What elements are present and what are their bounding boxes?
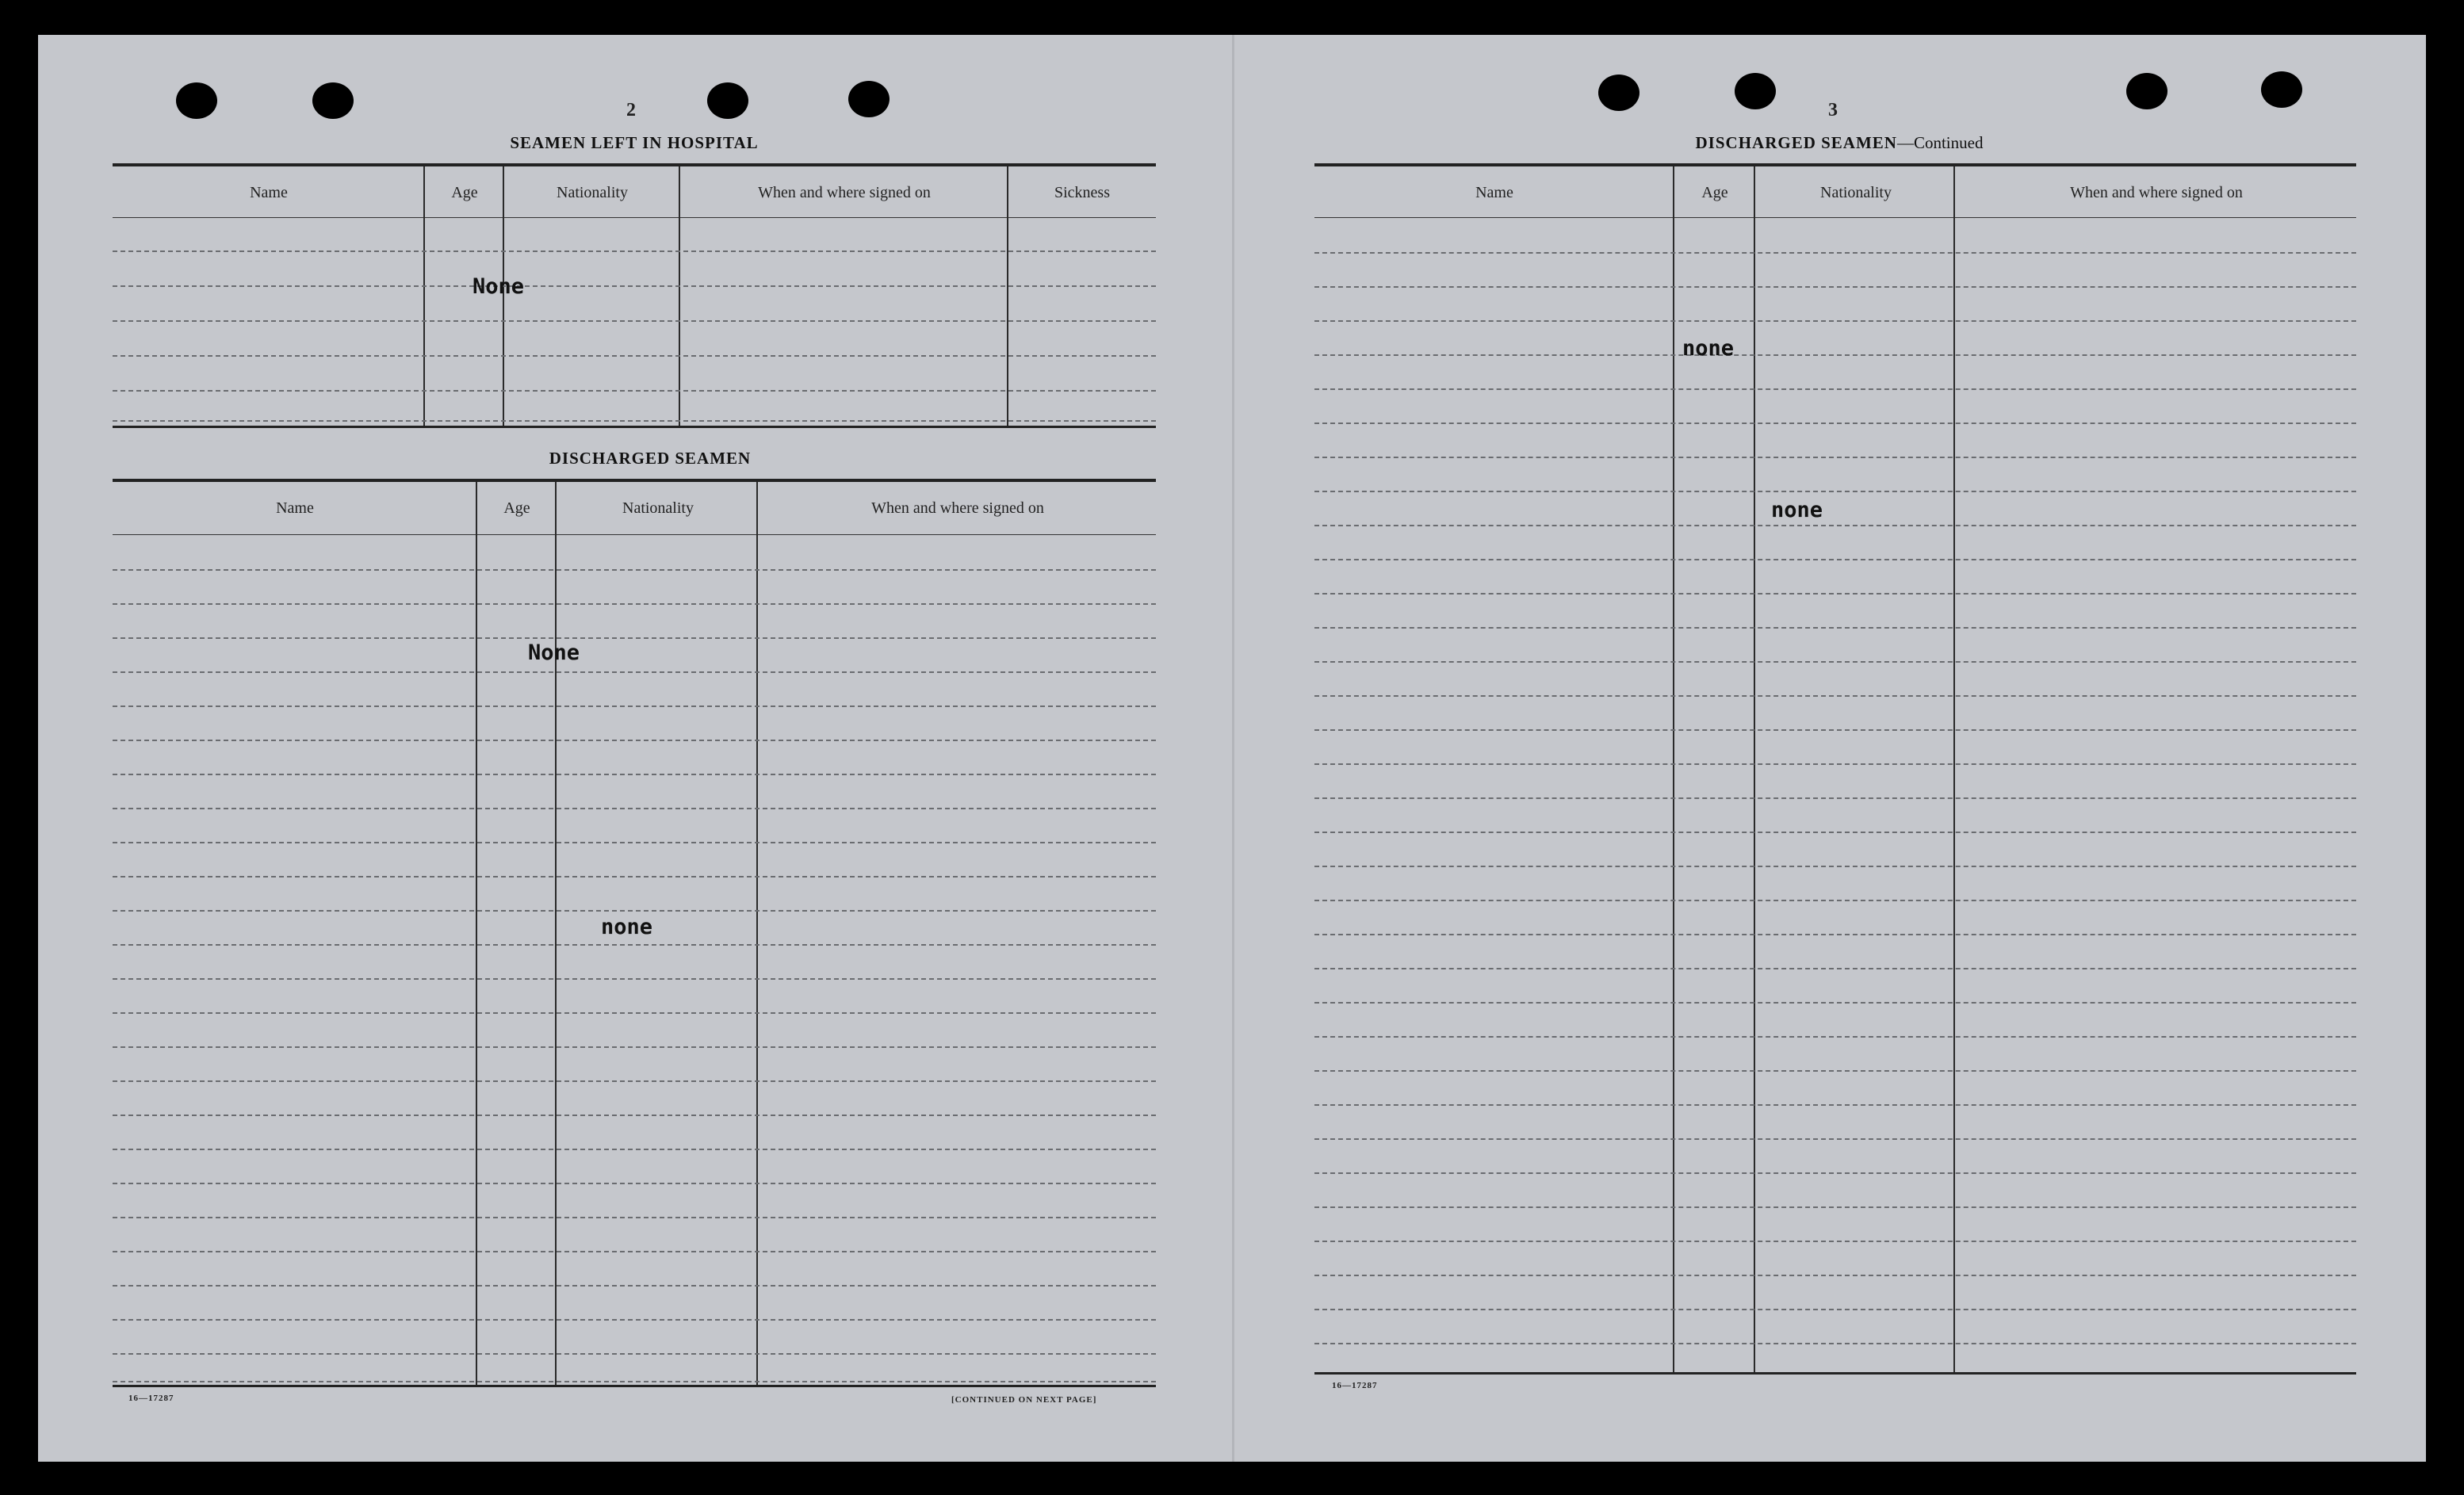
column-header-age: Age xyxy=(503,499,530,517)
hospital-table xyxy=(113,163,1156,428)
column-header-nationality: Nationality xyxy=(1820,184,1892,201)
section-title-discharged: DISCHARGED SEAMEN xyxy=(549,449,752,468)
form-number: 16—17287 xyxy=(128,1394,174,1403)
discharged-entry-none: none xyxy=(601,915,653,939)
page-fold xyxy=(1232,35,1234,1462)
discharged-table-right xyxy=(1314,163,2356,1375)
form-number: 16—17287 xyxy=(1332,1381,1378,1390)
column-header-name: Name xyxy=(250,184,288,201)
column-header-nationality: Nationality xyxy=(557,184,628,201)
section-title-text: DISCHARGED SEAMEN xyxy=(1695,133,1897,152)
column-header-name: Name xyxy=(1475,184,1513,201)
discharged-entry-none: none xyxy=(1682,336,1735,361)
page-number: 3 xyxy=(1828,100,1838,120)
column-header-age: Age xyxy=(1701,184,1728,201)
punch-hole xyxy=(1735,73,1776,109)
punch-hole xyxy=(312,82,354,119)
punch-hole xyxy=(2126,73,2167,109)
hospital-entry-none: None xyxy=(473,274,525,299)
column-header-nationality: Nationality xyxy=(622,499,694,517)
column-header-sickness: Sickness xyxy=(1054,184,1110,201)
continued-note: [CONTINUED ON NEXT PAGE] xyxy=(951,1395,1097,1405)
punch-hole xyxy=(707,82,748,119)
punch-hole xyxy=(2261,71,2302,108)
punch-hole xyxy=(176,82,217,119)
section-title-hospital: SEAMEN LEFT IN HOSPITAL xyxy=(510,133,759,152)
section-title-discharged-continued xyxy=(1617,133,2061,153)
column-header-age: Age xyxy=(451,184,478,201)
punch-hole xyxy=(848,81,890,117)
column-header-name: Name xyxy=(276,499,314,517)
column-header-signed-on: When and where signed on xyxy=(871,499,1044,517)
section-title-suffix: —Continued xyxy=(1896,133,1984,152)
punch-hole xyxy=(1598,75,1639,111)
discharged-entry-none: none xyxy=(1771,498,1823,522)
column-header-signed-on: When and where signed on xyxy=(758,184,931,201)
page-number: 2 xyxy=(626,100,636,120)
discharged-entry-none: None xyxy=(528,640,580,665)
column-header-signed-on: When and where signed on xyxy=(2070,184,2243,201)
